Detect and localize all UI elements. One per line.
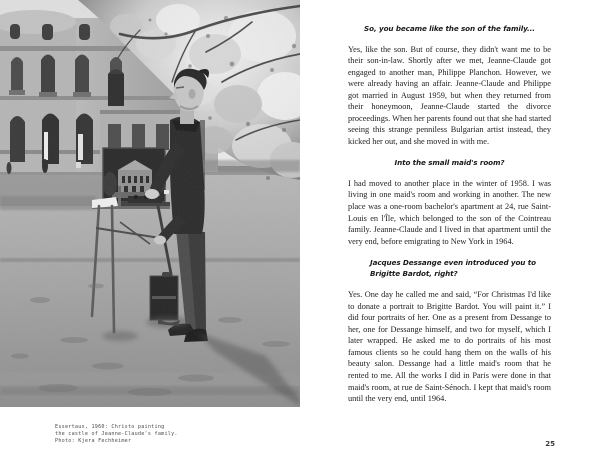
interview-answer: Yes, like the son. But of course, they didn't want me to be their son-in-law. Shortly after we met, Jeanne-Claude got engaged to another man, Philippe Planchon. However, we were already having an affair. Jeanne-Claude and Philippe got married in August 1959, but when they returned from their honeymoon, Jeanne-Claude started the divorce proceedings. When her parents found out that she had started seeing this strange penniless Bulgarian artist instead, they kicked her out, and she moved in with me. xyxy=(348,44,551,146)
interview-question: Jacques Dessange even introduced you to Brigitte Bardot, right? xyxy=(370,258,536,278)
interview-answer: Yes. One day he called me and said, “For Christmas I'd like to donate a portrait to Brigitte Bardot. You will paint it.” I did four portraits of her. One as a present from Dessange to her, one for Dessange himself, and two for myself, which I later wrapped. He asked me to do portraits of his most famous clients so he could hang them on the walls of his beauty salon. Dessange had a little maid's room that he rented to me. All the works I did in Paris were done in that maid's room, at rue de Saint-Sénoch. I kept that maid's room until the very end, until 1964. xyxy=(348,290,551,404)
interview-question: Into the small maid's room? xyxy=(394,158,505,168)
photo-caption xyxy=(55,424,178,446)
interview-question: So, you became like the son of the family... xyxy=(364,24,535,33)
page-number: 25 xyxy=(545,440,555,448)
caption-line-3: Photo: Kjera Fechheimer xyxy=(55,438,132,445)
interview-answer: I had moved to another place in the winter of 1958. I was living in one maid's room and working in another. The new place was a one-room bachelor's apartment at 24, rue Saint-Louis en l'Île, which belonged to the son of the Cointreau family. Jeanne-Claude and I lived in that apartment until the very end, before emigrating to New York in 1964. xyxy=(348,178,551,246)
christo-painting-photograph xyxy=(0,0,300,407)
caption-line-1: Essertaux, 1960: Christo painting xyxy=(55,424,165,430)
right-page xyxy=(300,0,600,471)
photograph-image xyxy=(0,0,300,407)
caption-line-2: the castle of Jeanne-Claude's family. xyxy=(55,431,178,438)
interview-text-column xyxy=(348,24,551,405)
